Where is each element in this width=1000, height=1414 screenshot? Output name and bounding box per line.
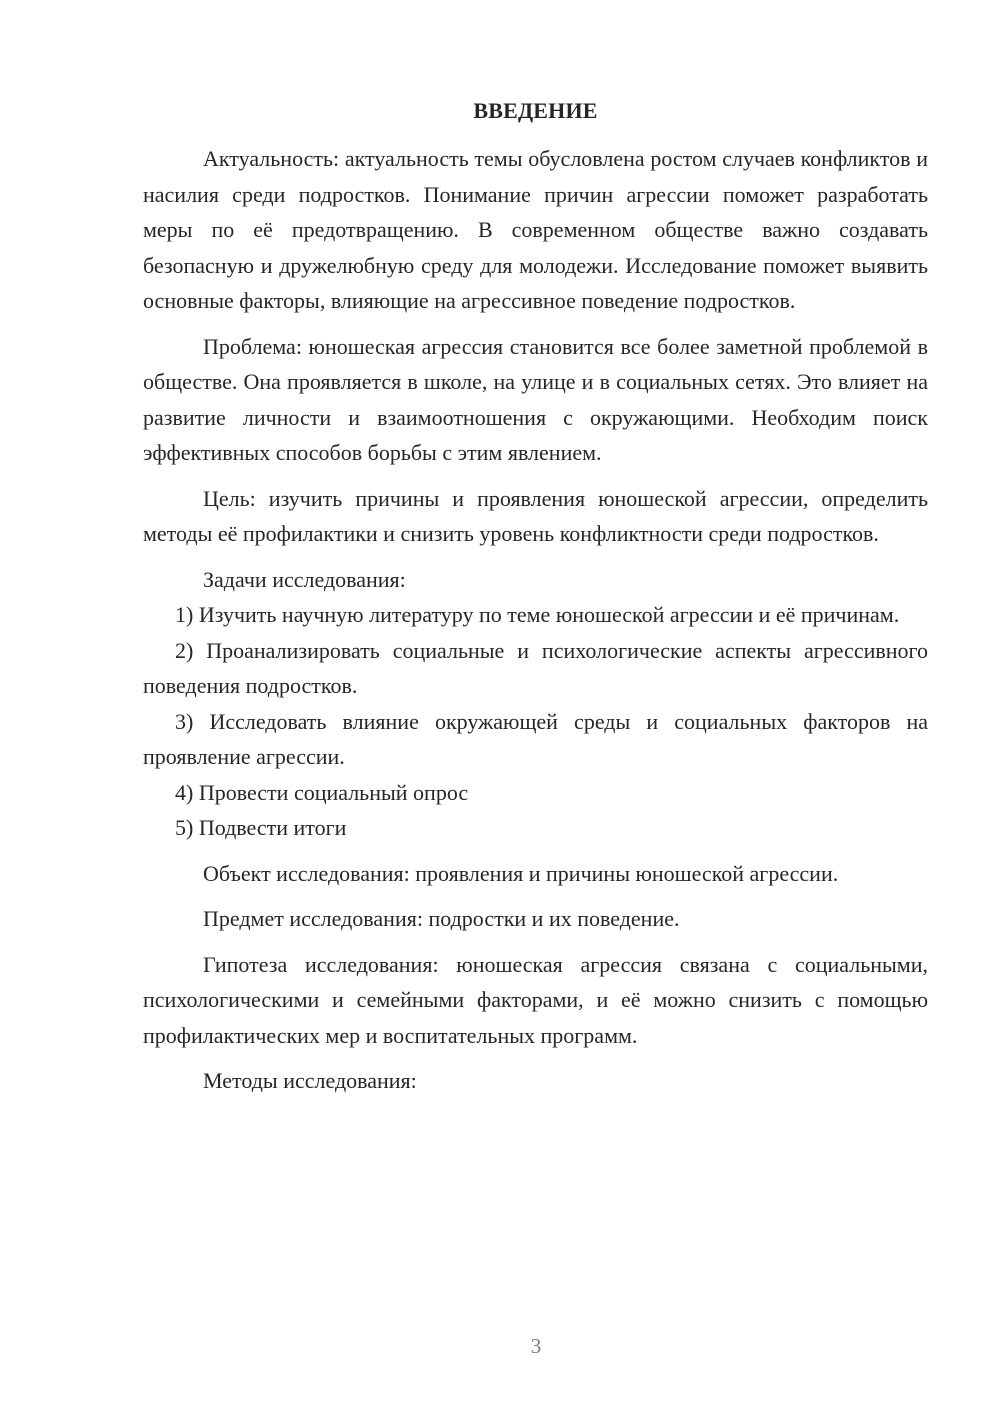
task-item: 3) Исследовать влияние окружающей среды и социальных факторов на проявление агрессии.	[143, 708, 928, 769]
relevance-paragraph: Актуальность: актуальность темы обусловлена ростом случаев конфликтов и насилия среди подростков. Понимание причин агрессии поможет разработать меры по её предотвращению. В современном обществе важно создавать безопасную и дружелюбную среду для молодежи. Исследование поможет выявить основные факторы, влияющие на агрессивное поведение подростков.	[143, 146, 928, 313]
tasks-heading: Задачи исследования:	[203, 566, 406, 592]
task-item: 4) Провести социальный опрос	[175, 779, 469, 805]
task-item: 5) Подвести итоги	[175, 815, 347, 840]
page-number: 3	[530, 1334, 542, 1358]
subject-paragraph: Предмет исследования: подростки и их поведение.	[203, 906, 680, 931]
task-item: 1) Изучить научную литературу по теме юношеской агрессии и её причинам.	[175, 602, 900, 627]
hypothesis-paragraph: Гипотеза исследования: юношеская агрессия связана с социальными, психологическими и семейными факторами, и её можно снизить с помощью профилактических мер и воспитательных программ.	[143, 951, 928, 1048]
methods-heading: Методы исследования:	[203, 1068, 417, 1093]
document-body	[143, 141, 928, 1099]
problem-paragraph: Проблема: юношеская агрессия становится все более заметной проблемой в обществе. Она проявляется в школе, на улице и в социальных сетях. Это влияет на развитие личности и взаимоотношения с окружающими. Необходим поиск эффективных способов борьбы с этим явлением.	[143, 333, 928, 465]
section-title: ВВЕДЕНИЕ	[473, 98, 598, 123]
goal-paragraph: Цель: изучить причины и проявления юношеской агрессии, определить методы её профилактики и снизить уровень конфликтности среди подростков.	[143, 485, 928, 546]
task-item: 2) Проанализировать социальные и психологические аспекты агрессивного поведения подростков.	[143, 637, 928, 698]
object-paragraph: Объект исследования: проявления и причины юношеской агрессии.	[203, 860, 839, 886]
